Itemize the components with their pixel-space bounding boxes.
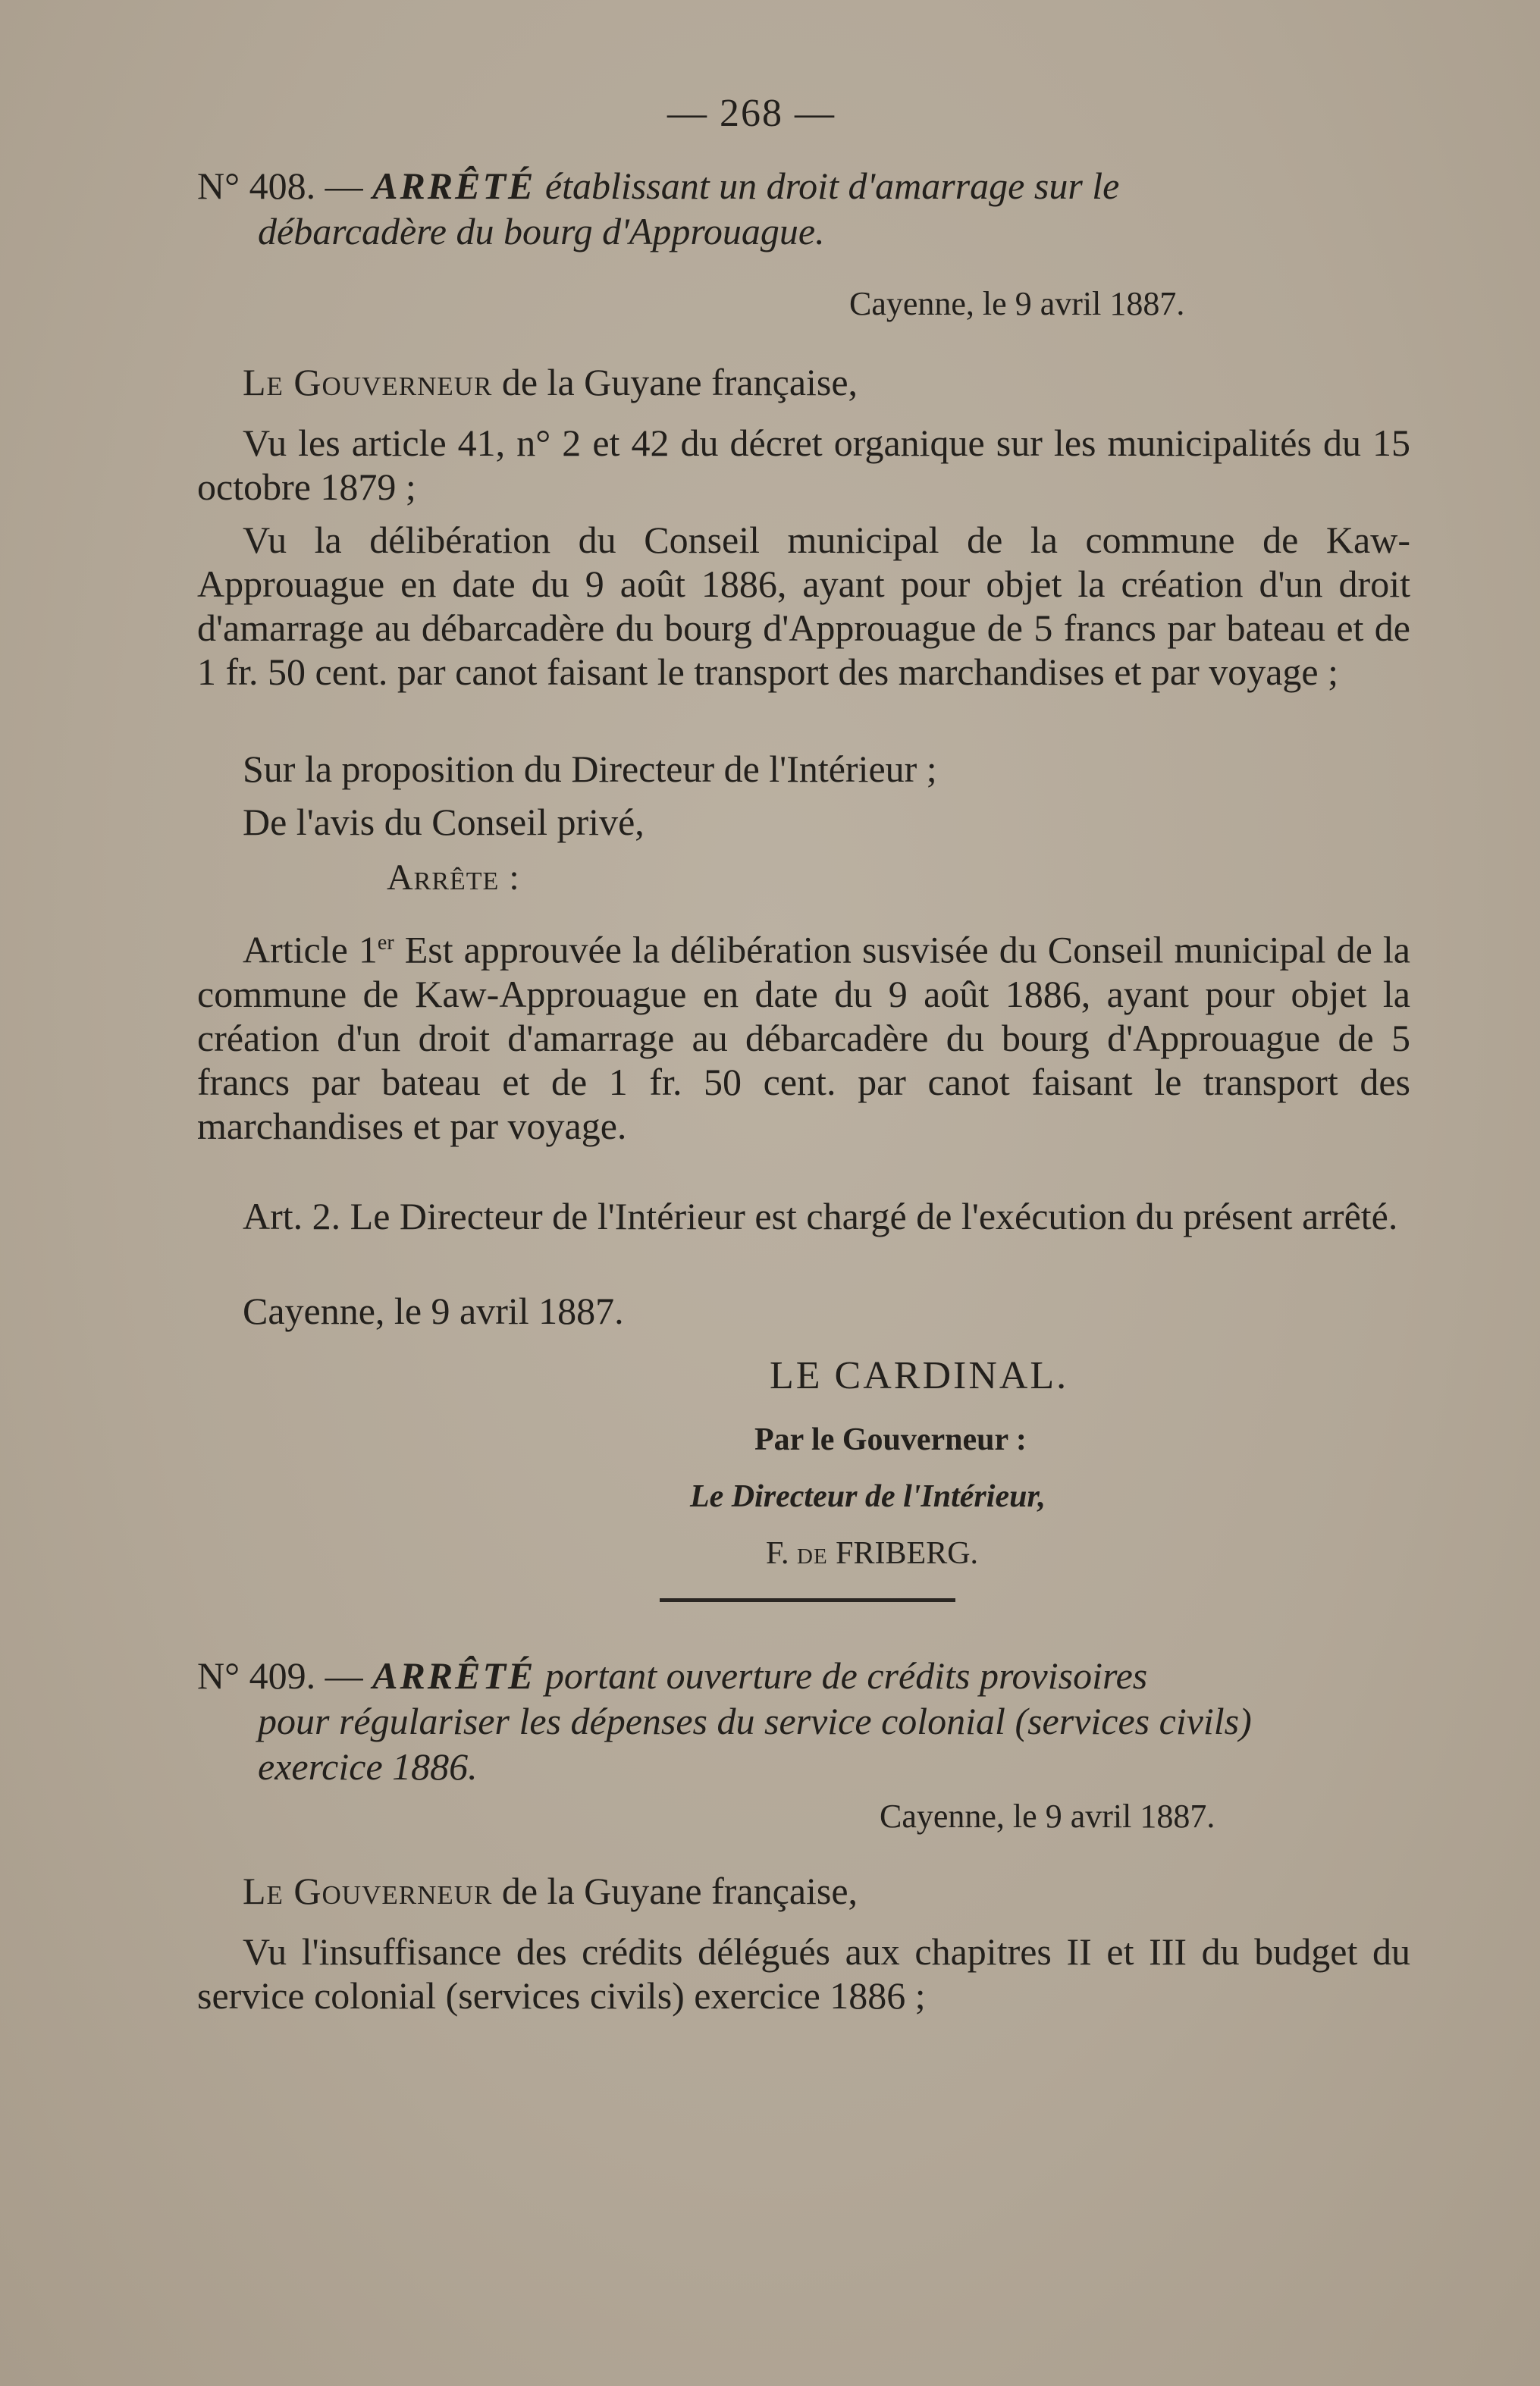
entry-409-heading	[197, 1653, 1410, 1789]
signatory-particle: de	[797, 1536, 828, 1571]
entry-409-title-cont2: exercice 1886.	[258, 1745, 478, 1788]
entry-408-proposition: Sur la proposition du Directeur de l'Intérieur ;	[243, 748, 937, 790]
signatory-name: FRIBERG.	[836, 1536, 979, 1571]
entry-408-heading	[197, 163, 1410, 254]
governor-title: Le Gouverneur	[243, 361, 493, 403]
entry-408-title: établissant un droit d'amarrage sur le	[544, 165, 1120, 207]
entry-409-title-cont: pour régulariser les dépenses du service colonial (services civils)	[258, 1700, 1252, 1742]
entry-408-title-cont: débarcadère du bourg d'Approuague.	[258, 210, 825, 252]
governor-rest: de la Guyane française,	[501, 361, 858, 403]
entry-408-arrete: Arrête :	[387, 858, 520, 898]
entry-408-article2: Art. 2. Le Directeur de l'Intérieur est chargé de l'exécution du présent arrêté.	[243, 1195, 1398, 1237]
signatory	[766, 1535, 978, 1572]
entry-408-title-word: ARRÊTÉ	[372, 165, 536, 207]
governor-title-2: Le Gouverneur	[243, 1870, 493, 1912]
entry-409-title: portant ouverture de crédits provisoires	[544, 1654, 1148, 1697]
entry-408-vu2: Vu la délibération du Conseil municipal de la commune de Kaw-Approuague en date du 9 août 1886, ayant pour objet la création d'un droit d'amarrage au débarcadère du bourg d'Approuague de 5 francs par bateau et de 1 fr. 50 cent. par canot faisant le transport des marchandises et par voyage ;	[197, 519, 1410, 693]
entry-408-dateline: Cayenne, le 9 avril 1887.	[849, 285, 1185, 322]
document-page	[197, 91, 1410, 2062]
entry-409-governor	[243, 1869, 1410, 1913]
entry-408-article1	[197, 921, 1410, 1148]
signatory-initial: F.	[766, 1536, 789, 1571]
section-separator	[660, 1598, 955, 1602]
entry-409-vu1: Vu l'insuffisance des crédits délégués aux chapitres II et III du budget du service colonial (services civils) exercice 1886 ;	[197, 1930, 1410, 2017]
page-number: — 268 —	[667, 92, 836, 135]
par-le-gouverneur: Par le Gouverneur :	[754, 1422, 1027, 1457]
entry-408-avis: De l'avis du Conseil privé,	[243, 801, 645, 843]
entry-409-dateline: Cayenne, le 9 avril 1887.	[880, 1798, 1215, 1835]
signature-name: LE CARDINAL.	[770, 1354, 1069, 1397]
article1-sup: er	[377, 931, 394, 955]
entry-408-number: N° 408. —	[197, 165, 363, 207]
entry-408-governor	[243, 360, 1410, 404]
article1-label: Article 1	[243, 928, 378, 971]
entry-408-closing-date: Cayenne, le 9 avril 1887.	[243, 1290, 624, 1332]
entry-409-number: N° 409. —	[197, 1654, 363, 1697]
entry-409-title-word: ARRÊTÉ	[372, 1654, 536, 1697]
directeur-title: Le Directeur de l'Intérieur,	[690, 1479, 1046, 1514]
entry-408-vu1: Vu les article 41, n° 2 et 42 du décret organique sur les municipalités du 15 octobre 1879 ;	[197, 422, 1410, 508]
governor-rest-2: de la Guyane française,	[501, 1870, 858, 1912]
article1-text: Est approuvée la délibération susvisée du Conseil municipal de la commune de Kaw-Approuague en date du 9 août 1886, ayant pour objet la création d'un droit d'amarrage au débarcadère du bourg d'Approuague de 5 francs par bateau et de 1 fr. 50 cent. par canot faisant le transport des marchandises et par voyage.	[197, 928, 1410, 1147]
